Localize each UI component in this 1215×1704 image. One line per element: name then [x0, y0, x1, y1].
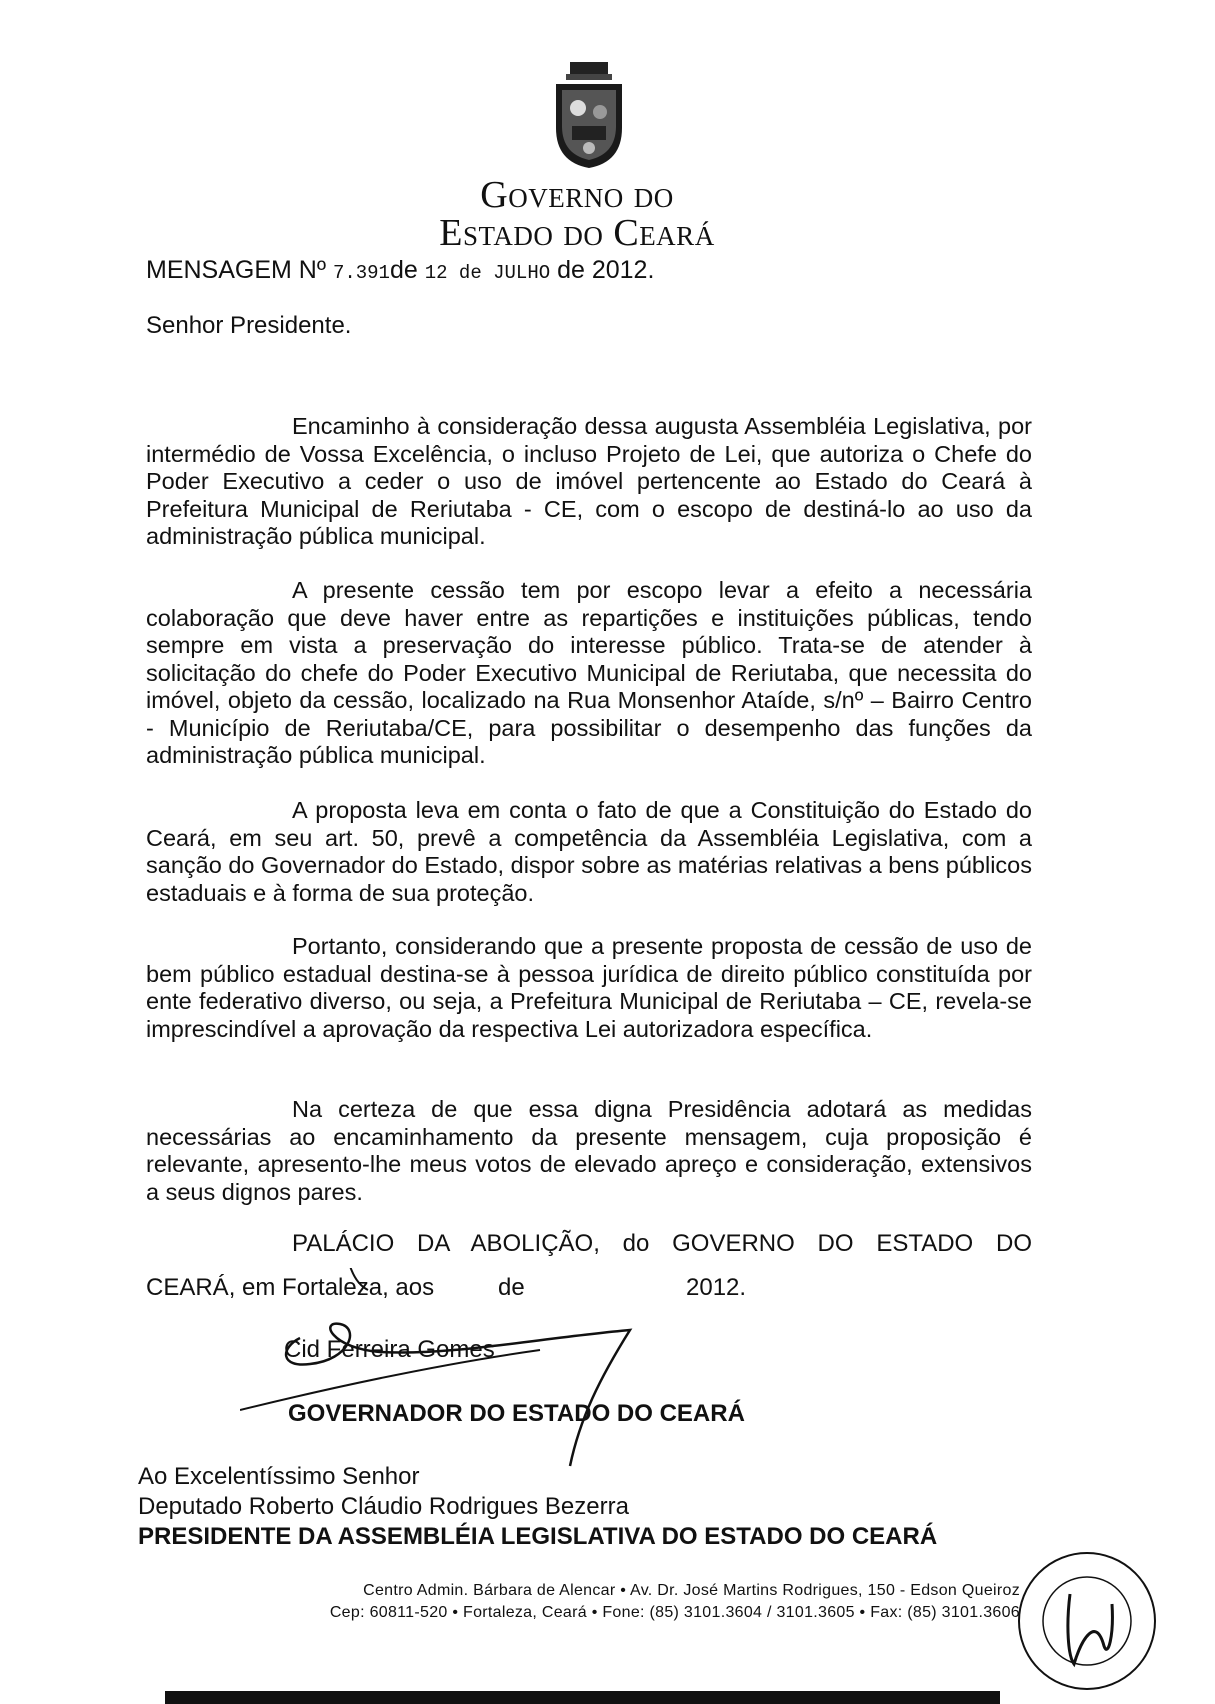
signer-title: GOVERNADOR DO ESTADO DO CEARÁ: [288, 1400, 745, 1427]
closing-line-1: PALÁCIO DA ABOLIÇÃO, do GOVERNO DO ESTADO DO: [292, 1230, 1032, 1257]
closing-de: de: [498, 1274, 525, 1301]
addressee-block: [138, 1462, 937, 1552]
footer-line-2: Cep: 60811-520 • Fortaleza, Ceará • Fone: (85) 3101.3604 / 3101.3605 • Fax: (85) 3101.3606: [329, 1604, 1020, 1621]
message-year: de 2012.: [550, 256, 655, 284]
message-number-line: [146, 256, 654, 285]
addressee-line-2: Deputado Roberto Cláudio Rodrigues Bezerra: [138, 1493, 629, 1520]
closing-year: 2012.: [686, 1274, 747, 1301]
message-de: de: [389, 256, 425, 284]
paragraph-1: Encaminho à consideração dessa augusta Assembléia Legislativa, por intermédio de Vossa Excelência, o incluso Projeto de Lei, que autoriza o Chefe do Poder Executivo a ceder o uso de imóvel pertencente ao Estado do Ceará à Prefeitura Municipal de Reriutaba - CE, com o escopo de destiná-lo ao uso da administração pública municipal.: [146, 413, 1032, 549]
state-coat-of-arms: [548, 60, 630, 172]
message-number: 7.391: [332, 262, 390, 284]
footer-address: [160, 1580, 1020, 1624]
addressee-line-1: Ao Excelentíssimo Senhor: [138, 1463, 420, 1490]
handwritten-signature: [240, 1268, 660, 1468]
paragraph-5: Na certeza de que essa digna Presidência adotará as medidas necessárias ao encaminhamento da presente mensagem, cuja proposição é relevante, apresento-lhe meus votos de elevado apreço e consideração, extensivos a seus dignos pares.: [146, 1096, 1032, 1205]
government-header: [412, 176, 742, 252]
header-line-2: Estado do Ceará: [439, 212, 715, 254]
message-prefix: MENSAGEM Nº: [146, 256, 333, 284]
bottom-scan-bar: [165, 1691, 1000, 1704]
salutation: Senhor Presidente.: [146, 312, 352, 339]
message-date: 12 de JULHO: [424, 262, 551, 284]
footer-line-1: Centro Admin. Bárbara de Alencar • Av. Dr. José Martins Rodrigues, 150 - Edson Queiroz: [363, 1582, 1020, 1599]
signer-name: Cid Ferreira Gomes: [284, 1336, 495, 1363]
procuradoria-stamp: [1012, 1546, 1162, 1696]
paragraph-3: A proposta leva em conta o fato de que a Constituição do Estado do Ceará, em seu art. 50, prevê a competência da Assembléia Legislativa, com a sanção do Governador do Estado, dispor sobre as matérias relativas a bens públicos estaduais e à forma de sua proteção.: [146, 797, 1032, 906]
paragraph-4: Portanto, considerando que a presente proposta de cessão de uso de bem público estadual destina-se à pessoa jurídica de direito público constituída por ente federativo diverso, ou seja, a Prefeitura Municipal de Reriutaba – CE, revela-se imprescindível a aprovação da respectiva Lei autorizadora específica.: [146, 933, 1032, 1042]
addressee-line-3: PRESIDENTE DA ASSEMBLÉIA LEGISLATIVA DO ESTADO DO CEARÁ: [138, 1523, 938, 1550]
paragraph-2: A presente cessão tem por escopo levar a efeito a necessária colaboração que deve haver entre as repartições e instituições públicas, tendo sempre em vista a preservação do interesse público. Trata-se de atender à solicitação do chefe do Poder Executivo Municipal de Reriutaba, que necessita do imóvel, objeto da cessão, localizado na Rua Monsenhor Ataíde, s/nº – Bairro Centro - Município de Reriutaba/CE, para possibilitar o desempenho das funções da administração pública municipal.: [146, 577, 1032, 768]
header-line-1: Governo do: [480, 174, 674, 216]
closing-place: CEARÁ, em Fortaleza, aos: [146, 1274, 435, 1301]
